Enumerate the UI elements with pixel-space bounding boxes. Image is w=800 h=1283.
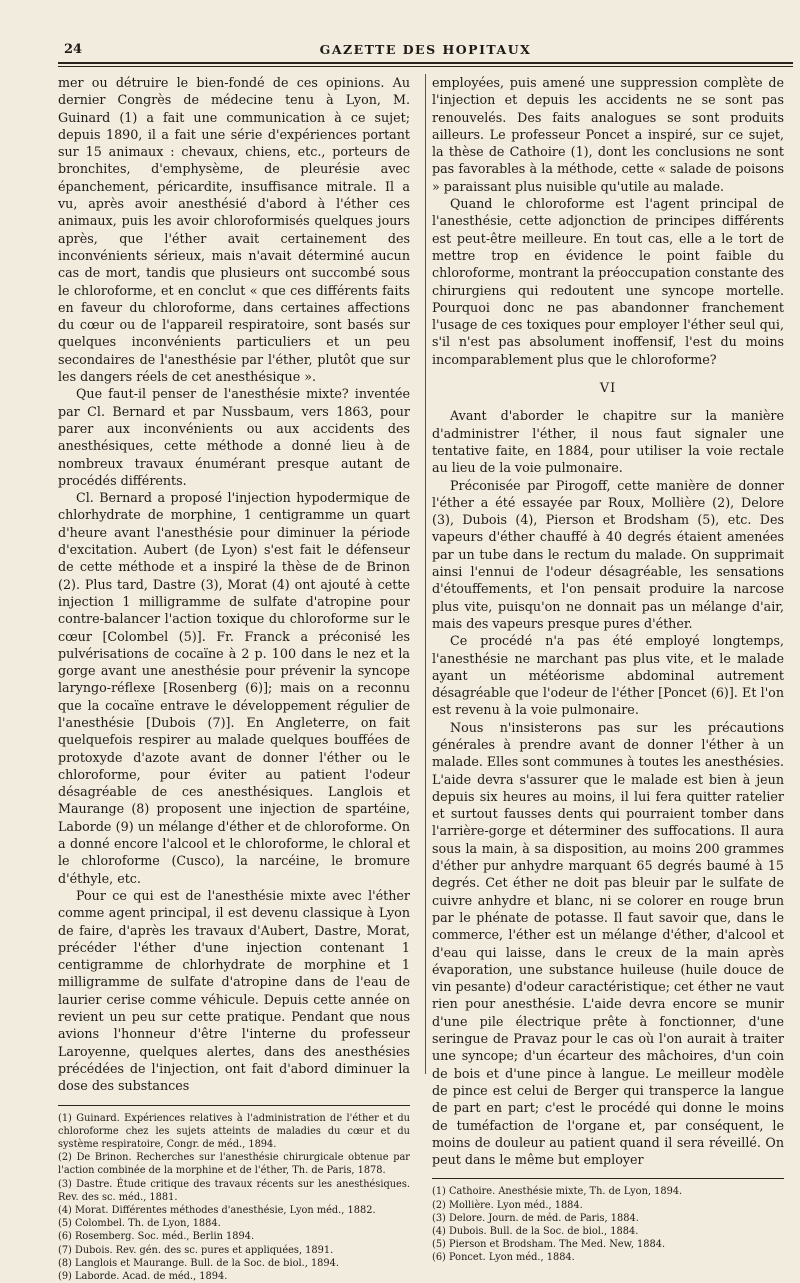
footnote: (1) Cathoire. Anesthésie mixte, Th. de Lyon, 1894. [432,1186,683,1198]
footnote: (3) Dastre. Étude critique des travaux récents sur les anesthésiques. Rev. des sc. méd., 1881. [58,1178,410,1203]
footnote: (2) De Brinon. Recherches sur l'anesthésie chirurgicale obtenue par l'action combinée de la morphine et de l'éther, Th. de Paris, 1878. [58,1152,410,1177]
footnote: (8) Langlois et Maurange. Bull. de la Soc. de biol., 1894. [58,1257,339,1269]
footnote-rule [58,1105,410,1106]
right-column [432,74,784,1265]
paragraph: employées, puis amené une suppression complète de l'injection et depuis les accidents ne se sont pas renouvelés. Des faits analogues se sont produits ailleurs. Le professeur Poncet a inspiré, sur ce sujet, la thèse de Cathoire (1), dont les conclusions ne sont pas favorables à la méthode, cette « salade de poisons » paraissant plus nuisible qu'utile au malade. [432,75,784,194]
paragraph: Cl. Bernard a proposé l'injection hypodermique de chlorhydrate de morphine, 1 centigramme un quart d'heure avant l'anesthésie pour diminuer la période d'excitation. Aubert (de Lyon) s'est fait le défenseur de cette méthode et a inspiré la thèse de de Brinon (2). Plus tard, Dastre (3), Morat (4) ont ajouté à cette injection 1 milligramme de sulfate d'atropine pour contre-balancer l'action toxique du chloroforme sur le cœur [Colombel (5)]. Fr. Franck a préconisé les pulvérisations de cocaïne à 2 p. 100 dans le nez et la gorge avant une anesthésie pour prévenir la syncope laryngo-réflexe [Rosenberg (6)]; mais on a reconnu que la cocaïne entrave le développement régulier de l'anesthésie [Dubois (7)]. En Angleterre, on fait quelquefois respirer au malade quelques bouffées de protoxyde d'azote avant de donner l'éther ou le chloroforme, pour éviter au patient l'odeur désagréable de ces anesthésiques. Langlois et Maurange (8) proposent une injection de spartéine, Laborde (9) un mélange d'éther et de chloroforme. On a donné encore l'alcool et le chloroforme, le chloral et le chloroforme (Cusco), la narcéine, le bromure d'éthyle, etc. [58,490,410,886]
paragraph: Quand le chloroforme est l'agent principal de l'anesthésie, cette adjonction de principes différents est peut-être meilleure. En tout cas, elle a le tort de mettre trop en évidence le point faible du chloroforme, montrant la préoccupation constante des chirurgiens qui redoutent une syncope mortelle. Pourquoi donc ne pas abandonner franchement l'usage de ces toxiques pour employer l'éther seul qui, s'il n'est pas absolument inoffensif, l'est du moins incomparablement plus que le chloroforme? [432,196,784,367]
footnote: (5) Colombel. Th. de Lyon, 1884. [58,1218,221,1230]
footnote: (9) Laborde. Acad. de méd., 1894. [58,1270,228,1282]
header-rule-thin [58,66,793,67]
running-title: GAZETTE DES HOPITAUX [319,42,532,57]
column-divider [425,74,426,1074]
right-footnotes [432,1185,784,1264]
footnote: (4) Morat. Différentes méthodes d'anesthésie, Lyon méd., 1882. [58,1204,376,1216]
footnote: (5) Pierson et Brodsham. The Med. New, 1884. [432,1239,666,1251]
footnote: (6) Rosemberg. Soc. méd., Berlin 1894. [58,1231,255,1243]
paragraph: Que faut-il penser de l'anesthésie mixte? inventée par Cl. Bernard et par Nussbaum, vers 1863, pour parer aux inconvénients ou aux accidents des anesthésiques, cette méthode a donné lieu à de nombreux travaux énumérant presque autant de procédés différents. [58,386,410,488]
footnote: (4) Dubois. Bull. de la Soc. de biol., 1884. [432,1226,639,1238]
footnote: (6) Poncet. Lyon méd., 1884. [432,1252,575,1264]
left-body-text [58,74,410,1095]
footnote-rule [432,1178,784,1179]
footnote: (3) Delore. Journ. de méd. de Paris, 1884. [432,1212,639,1224]
section-heading: VI [599,381,617,397]
right-body-text [432,74,784,1168]
page-header [58,42,793,62]
page-number: 24 [64,42,83,57]
paragraph: Ce procédé n'a pas été employé longtemps, l'anesthésie ne marchant pas plus vite, et le malade ayant un météorisme abdominal autrement désagréable que l'odeur de l'éther [Poncet (6)]. Et l'on est revenu à la voie pulmonaire. [432,633,784,718]
paragraph: mer ou détruire le bien-fondé de ces opinions. Au dernier Congrès de médecine tenu à Lyon, M. Guinard (1) a fait une communication à ce sujet; depuis 1890, il a fait une série d'expériences portant sur 15 animaux : chevaux, chiens, etc., porteurs de bronchites, d'emphysème, de pleurésie avec épanchement, péricardite, insuffisance mitrale. Il a vu, après avoir anesthésié d'abord à l'éther ces animaux, puis les avoir chloroformisés quelques jours après, que l'éther avait certainement des inconvénients sérieux, mais n'avait déterminé aucun cas de mort, tandis que plusieurs ont succombé sous le chloroforme, et en conclut « que ces différents faits en faveur du chloroforme, dans certaines affections du cœur ou de l'appareil respiratoire, sont basés sur quelques inconvénients particuliers et un peu secondaires de l'anesthésie par l'éther, plutôt que sur les dangers réels de cet anesthésique ». [58,75,410,385]
header-rule-thick [58,62,793,64]
footnote: (1) Guinard. Expériences relatives à l'administration de l'éther et du chloroforme chez les sujets atteints de maladies du cœur et du système respiratoire, Congr. de méd., 1894. [58,1112,410,1150]
paragraph: Avant d'aborder le chapitre sur la manière d'administrer l'éther, il nous faut signaler une tentative faite, en 1884, pour utiliser la voie rectale au lieu de la voie pulmonaire. [432,408,784,476]
footnote: (2) Mollière. Lyon méd., 1884. [432,1199,583,1211]
paragraph: Préconisée par Pirogoff, cette manière de donner l'éther a été essayée par Roux, Mollière (2), Delore (3), Dubois (4), Pierson et Brodsham (5), etc. Des vapeurs d'éther chauffé à 40 degrés étaient amenées par un tube dans le rectum du malade. On supprimait ainsi l'ennui de l'odeur désagréable, les sensations d'étouffements, et l'on pensait produire la narcose plus vite, puisqu'on ne donnait pas un mélange d'air, mais des vapeurs presque pures d'éther. [432,477,784,631]
left-column [58,74,410,1283]
paragraph: Nous n'insisterons pas sur les précautions générales à prendre avant de donner l'éther à un malade. Elles sont communes à toutes les anesthésies. L'aide devra s'assurer que le malade est bien à jeun depuis six heures au moins, il lui fera quitter ratelier et surtout fausses dents qui pourraient tomber dans l'arrière-gorge et déterminer des suffocations. Il aura sous la main, à sa disposition, au moins 200 grammes d'éther pur anhydre marquant 65 degrés baumé à 15 degrés. Cet éther ne doit pas bleuir par le sulfate de cuivre anhydre et blanc, ni se colorer en rouge brun par le phénate de potasse. Il faut savoir que, dans le commerce, l'éther est un mélange d'éther, d'alcool et d'eau qui laisse, dans le creux de la main après évaporation, une substance huileuse (huile douce de vin pesante) d'odeur caractéristique; cet éther ne vaut rien pour anesthésie. L'aide devra encore se munir d'une pile électrique prête à fonctionner, d'une seringue de Pravaz pour le cas où l'on aurait à traiter une syncope; d'un écarteur des mâchoires, d'un coin de bois et d'une pince à langue. Le meilleur modèle de pince est celui de Berger qui transperce la langue de part en part; c'est le procédé qui donne le moins de tuméfaction de l'organe et, par conséquent, le moins de douleur au patient quand il sera réveillé. On peut dans le même but employer [432,719,784,1168]
paragraph: Pour ce qui est de l'anesthésie mixte avec l'éther comme agent principal, il est devenu classique à Lyon de faire, d'après les travaux d'Aubert, Dastre, Morat, précéder l'éther d'une injection contenant 1 centigramme de chlorhydrate de morphine et 1 milligramme de sulfate d'atropine dans de l'eau de laurier cerise comme véhicule. Depuis cette année on revient un peu sur cette pratique. Pendant que nous avions l'honneur d'être l'interne du professeur Laroyenne, quelques alertes, dans des anesthésies précédées de l'injection, ont fait d'abord diminuer la dose des substances [58,887,410,1094]
footnote: (7) Dubois. Rev. gén. des sc. pures et appliquées, 1891. [58,1244,334,1256]
left-footnotes [58,1112,410,1283]
